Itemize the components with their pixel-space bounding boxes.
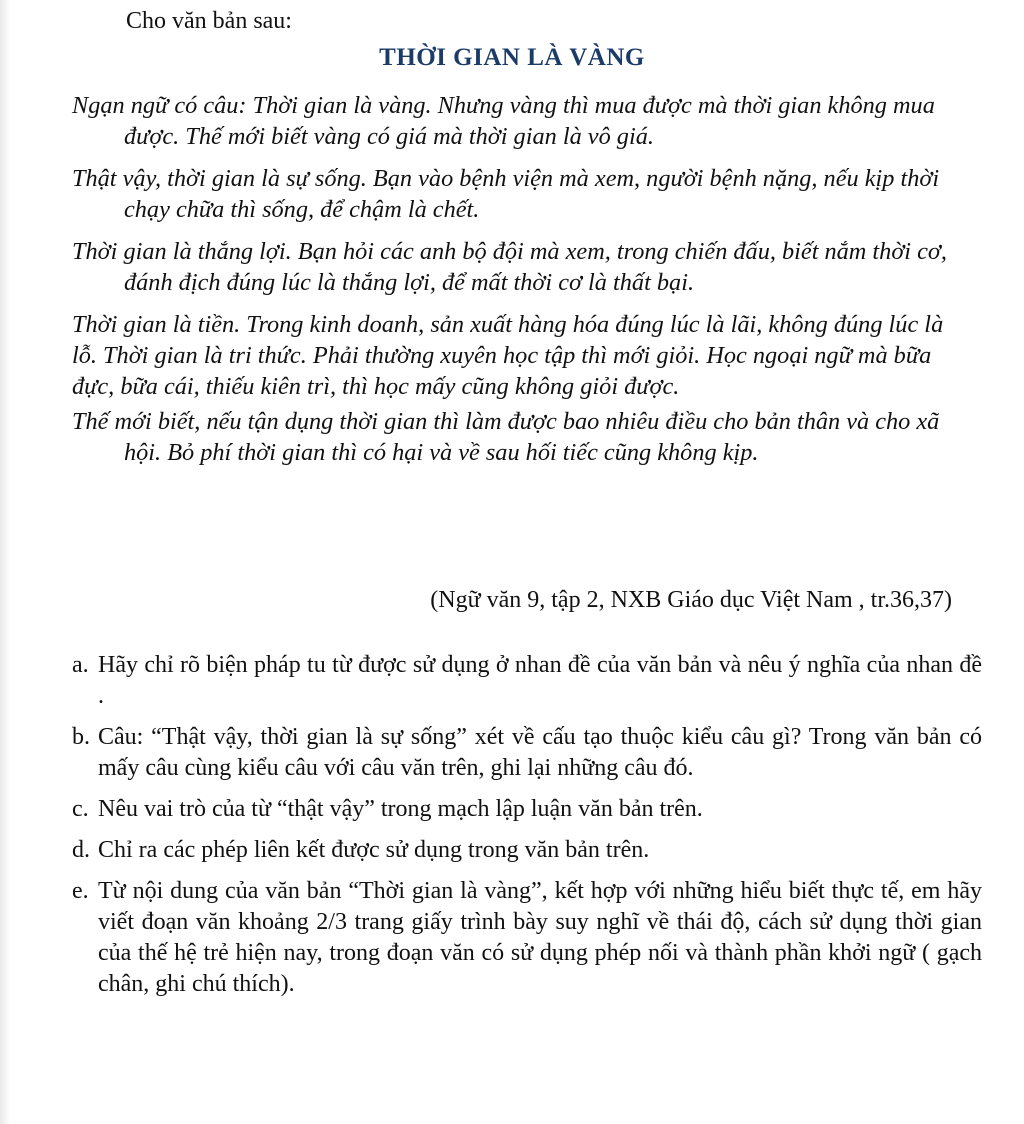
question-item — [72, 794, 982, 825]
question-item — [72, 650, 982, 712]
intro-text: Cho văn bản sau: — [126, 8, 292, 34]
question-item — [72, 835, 982, 866]
document-title: THỜI GIAN LÀ VÀNG — [379, 44, 645, 71]
source-citation: (Ngữ văn 9, tập 2, NXB Giáo dục Việt Nam , tr.36,37) — [430, 587, 952, 613]
question-text: Từ nội dung của văn bản “Thời gian là vàng”, kết hợp với những hiểu biết thực tế, em hãy viết đoạn văn khoảng 2/3 trang giấy trình bày suy nghĩ về thái độ, cách sử dụng thời gian của thế hệ trẻ hiện nay, trong đoạn văn có sử dụng phép nối và thành phần khởi ngữ ( gạch chân, ghi chú thích). — [98, 878, 982, 997]
page-edge-shadow — [0, 0, 10, 1124]
question-label: d. — [72, 837, 90, 863]
question-item — [72, 876, 982, 1000]
passage-paragraph: Thời gian là thắng lợi. Bạn hỏi các anh bộ đội mà xem, trong chiến đấu, biết nắm thời cơ, đánh địch đúng lúc là thắng lợi, để mất thời cơ là thất bại. — [72, 238, 947, 296]
question-item — [72, 722, 982, 784]
question-label: e. — [72, 878, 89, 904]
question-label: a. — [72, 652, 89, 678]
question-label: b. — [72, 724, 90, 750]
passage-paragraph: Ngạn ngữ có câu: Thời gian là vàng. Nhưng vàng thì mua được mà thời gian không mua được. Thế mới biết vàng có giá mà thời gian là vô giá. — [72, 92, 935, 150]
question-text: Nêu vai trò của từ “thật vậy” trong mạch lập luận văn bản trên. — [98, 796, 703, 822]
passage-paragraph: Thật vậy, thời gian là sự sống. Bạn vào bệnh viện mà xem, người bệnh nặng, nếu kịp thời chạy chữa thì sống, để chậm là chết. — [72, 165, 940, 223]
question-label: c. — [72, 796, 89, 822]
passage — [72, 90, 972, 479]
question-list — [72, 650, 982, 1010]
question-text: Hãy chỉ rõ biện pháp tu từ được sử dụng ở nhan đề của văn bản và nêu ý nghĩa của nhan đề . — [98, 652, 982, 709]
question-text: Câu: “Thật vậy, thời gian là sự sống” xét về cấu tạo thuộc kiểu câu gì? Trong văn bản có mấy câu cùng kiểu câu với câu văn trên, ghi lại những câu đó. — [98, 724, 982, 781]
question-text: Chỉ ra các phép liên kết được sử dụng trong văn bản trên. — [98, 837, 650, 863]
passage-paragraph: Thế mới biết, nếu tận dụng thời gian thì làm được bao nhiêu điều cho bản thân và cho xã hội. Bỏ phí thời gian thì có hại và về sau hối tiếc cũng không kịp. — [72, 408, 940, 466]
passage-paragraph: Thời gian là tiền. Trong kinh doanh, sản xuất hàng hóa đúng lúc là lãi, không đúng lúc là lỗ. Thời gian là tri thức. Phải thường xuyên học tập thì mới giỏi. Học ngoại ngữ mà bữa đực, bữa cái, thiếu kiên trì, thì học mấy cũng không giỏi được. — [72, 311, 944, 400]
